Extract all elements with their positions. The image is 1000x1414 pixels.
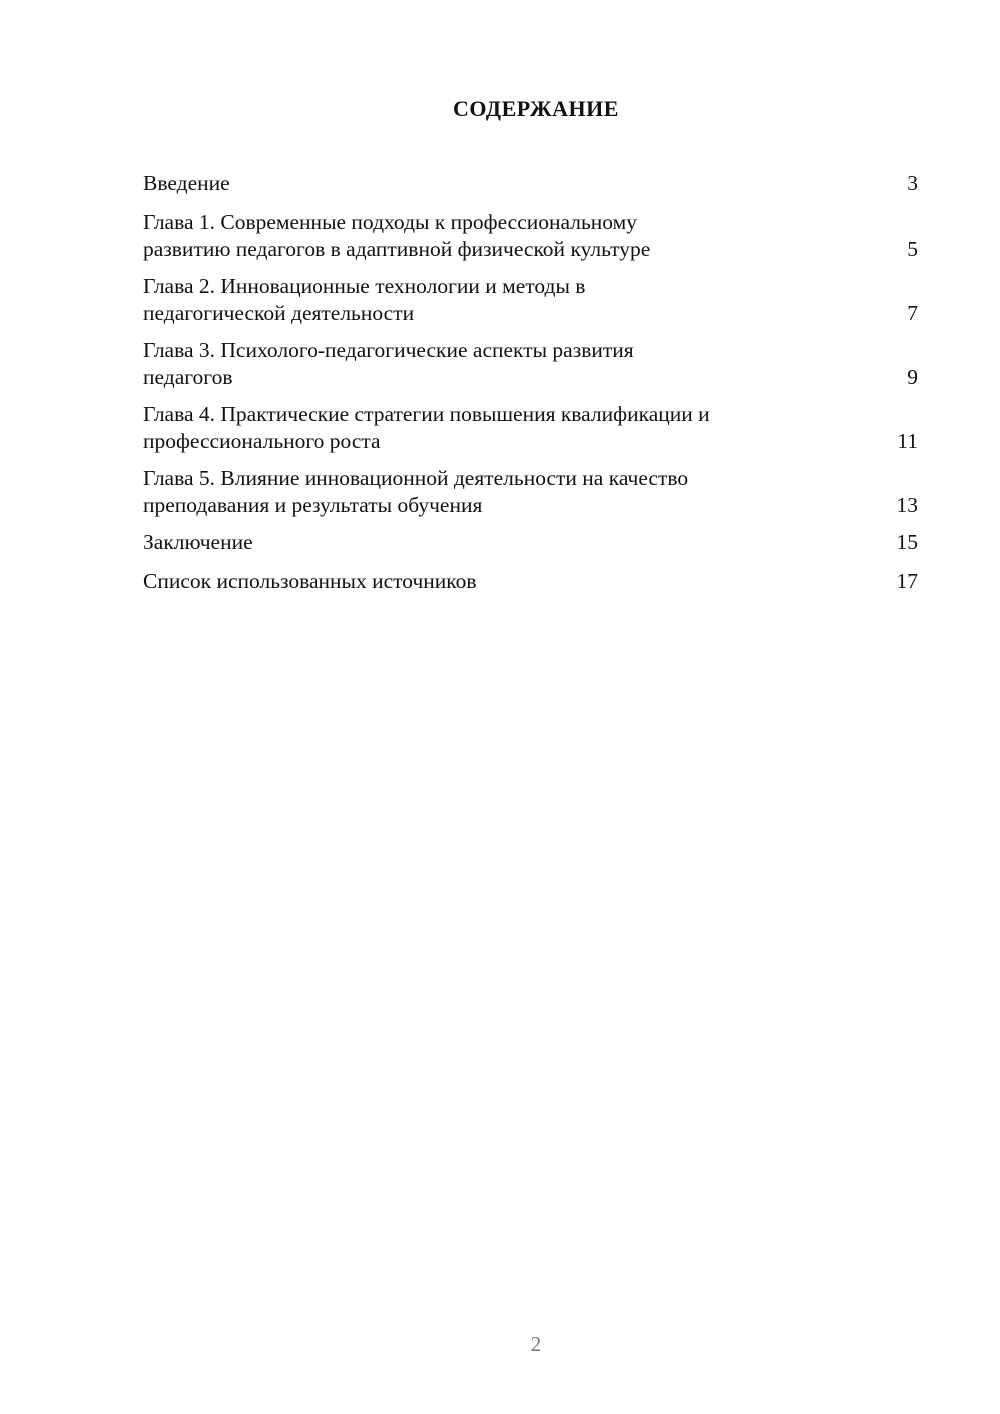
toc-entry-title: Глава 2. Инновационные технологии и методы в педагогической деятельности	[143, 274, 586, 325]
toc-entry-title: Список использованных источников	[143, 569, 477, 593]
toc-entry-chapter-1[interactable]	[143, 209, 918, 263]
toc-entry-page: 7	[907, 301, 918, 325]
toc-entry-conclusion[interactable]	[143, 529, 918, 556]
toc-entry-introduction[interactable]	[143, 170, 918, 197]
toc-entry-title: Введение	[143, 171, 230, 195]
toc-entry-page: 9	[907, 365, 918, 389]
toc-entry-page: 15	[896, 530, 918, 554]
toc-entry-title: Глава 1. Современные подходы к профессиональному развитию педагогов в адаптивной физической культуре	[143, 210, 651, 261]
toc-entry-page: 11	[897, 429, 918, 453]
table-of-contents	[143, 170, 918, 607]
toc-entry-page: 5	[907, 237, 918, 261]
toc-entry-title: Глава 5. Влияние инновационной деятельности на качество преподавания и результаты обучения	[143, 466, 689, 517]
toc-entry-page: 17	[896, 569, 918, 593]
toc-entry-chapter-3[interactable]	[143, 337, 918, 391]
toc-entry-title: Глава 3. Психолого-педагогические аспекты развития педагогов	[143, 338, 634, 389]
toc-entry-chapter-5[interactable]	[143, 465, 918, 519]
toc-entry-chapter-2[interactable]	[143, 273, 918, 327]
toc-entry-page: 13	[896, 493, 918, 517]
toc-entry-references[interactable]	[143, 568, 918, 595]
toc-entry-chapter-4[interactable]	[143, 401, 918, 455]
toc-entry-title: Глава 4. Практические стратегии повышения квалификации и профессионального роста	[143, 402, 710, 453]
toc-entry-title: Заключение	[143, 530, 253, 554]
page-number: 2	[530, 1332, 542, 1356]
toc-entry-page: 3	[907, 171, 918, 195]
page-title: СОДЕРЖАНИЕ	[453, 96, 619, 121]
